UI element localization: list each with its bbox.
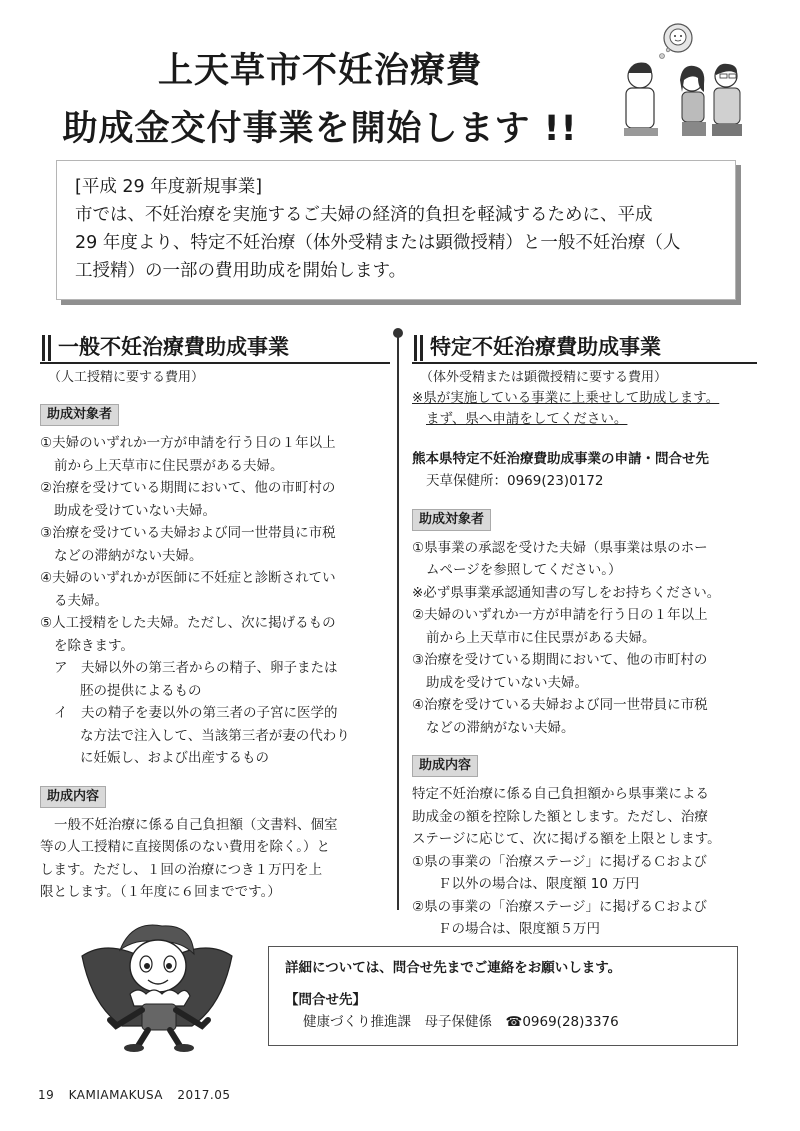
content-line: 等の人工授精に直接関係のない費用を除く。）と [40, 839, 330, 855]
contact-box [268, 946, 738, 1046]
content-line: ②県の事業の「治療ステージ」に掲げるＣおよび [412, 898, 708, 915]
contact-label: 【問合せ先】 [285, 992, 366, 1008]
eligible-line: ③治療を受けている夫婦および同一世帯員に市税 [40, 525, 336, 541]
contact-department: 健康づくり推進課 母子保健係 ☎0969(28)3376 [303, 1014, 619, 1030]
eligible-line: ①夫婦のいずれか一方が申請を行う日の１年以上 [40, 435, 336, 451]
eligible-line: る夫婦。 [54, 592, 108, 609]
general-eligible-list [40, 432, 390, 770]
eligible-line: イ 夫の精子を妻以外の第三者の子宮に医学的 [54, 705, 338, 721]
eligible-line: ②治療を受けている期間において、他の市町村の [40, 480, 336, 496]
specific-treatment-subnote: （体外受精または顕微授精に要する費用） [420, 370, 668, 385]
eligible-line: ②夫婦のいずれか一方が申請を行う日の１年以上 [412, 607, 708, 623]
general-treatment-section [40, 332, 390, 904]
intro-tag: [平成 29 年度新規事業] [75, 177, 263, 197]
column-divider [397, 332, 399, 910]
title-line-1: 上天草市不妊治療費 [157, 51, 482, 91]
title-line-2: 助成金交付事業を開始します !! [62, 109, 578, 149]
page-number: 19 [38, 1088, 55, 1102]
intro-text-3: 工授精）の一部の費用助成を開始します。 [75, 261, 407, 281]
specific-eligible-label: 助成対象者 [412, 509, 491, 531]
mascot-illustration [72, 916, 242, 1054]
specific-treatment-heading: 特定不妊治療費助成事業 [412, 332, 757, 364]
eligible-line: を除きます。 [54, 637, 134, 654]
page-title [40, 42, 600, 158]
general-eligible-label: 助成対象者 [40, 404, 119, 426]
specific-content-text [412, 783, 757, 941]
general-content-label: 助成内容 [40, 786, 106, 808]
content-line: Ｆの場合は、限度額５万円 [438, 921, 600, 937]
eligible-line: ⑤人工授精をした夫婦。ただし、次に掲げるもの [40, 615, 336, 631]
specific-content-label: 助成内容 [412, 755, 478, 777]
intro-text-2: 29 年度より、特定不妊治療（体外受精または顕微授精）と一般不妊治療（人 [75, 233, 681, 253]
eligible-line: ※必ず県事業承認通知書の写しをお持ちください。 [412, 584, 721, 601]
specific-treatment-section [412, 332, 757, 941]
eligible-line: ④治療を受けている夫婦および同一世帯員に市税 [412, 697, 708, 713]
page-footer [38, 1088, 240, 1102]
eligible-line: ア 夫婦以外の第三者からの精子、卵子または [54, 660, 338, 676]
health-office-title: 熊本県特定不妊治療費助成事業の申請・問合せ先 [412, 451, 709, 467]
eligible-line: 助成を受けていない夫婦。 [426, 674, 588, 691]
eligible-line: などの滞納がない夫婦。 [54, 547, 203, 564]
health-office-phone: 天草保健所：0969(23)0172 [426, 473, 604, 489]
content-line: 一般不妊治療に係る自己負担額（文書料、個室 [54, 816, 338, 833]
content-line: 助成金の額を控除した額とします。ただし、治療 [412, 808, 708, 825]
eligible-line: などの滞納がない夫婦。 [426, 719, 575, 736]
general-treatment-subnote: （人工授精に要する費用） [48, 370, 205, 385]
prefecture-notice-line-1: ※県が実施している事業に上乗せして助成します。 [412, 390, 720, 406]
eligible-line: 助成を受けていない夫婦。 [54, 502, 216, 519]
intro-text-1: 市では、不妊治療を実施するご夫婦の経済的負担を軽減するために、平成 [75, 205, 653, 225]
magazine-name: KAMIAMAKUSA [68, 1088, 164, 1102]
prefecture-notice-line-2: まず、県へ申請をしてください。 [426, 411, 628, 427]
eligible-line: な方法で注入して、当該第三者が妻の代わり [80, 727, 350, 744]
eligible-line: ③治療を受けている期間において、他の市町村の [412, 652, 708, 668]
eligible-line: に妊娠し、および出産するもの [80, 750, 269, 766]
content-line: 限とします。（１年度に６回までです。） [40, 884, 281, 900]
general-treatment-heading: 一般不妊治療費助成事業 [40, 332, 390, 364]
eligible-line: 前から上天草市に住民票がある夫婦。 [426, 629, 656, 646]
contact-lead: 詳細については、問合せ先までご連絡をお願いします。 [285, 960, 622, 976]
issue-date: 2017.05 [177, 1088, 231, 1102]
general-content-text [40, 814, 390, 904]
content-line: ステージに応じて、次に掲げる額を上限とします。 [412, 831, 721, 847]
family-consultation-illustration [612, 18, 762, 140]
eligible-line: ①県事業の承認を受けた夫婦（県事業は県のホー [412, 539, 708, 556]
eligible-line: ムページを参照してください。） [426, 562, 622, 578]
eligible-line: 胚の提供によるもの [80, 682, 202, 699]
intro-box [56, 160, 736, 300]
content-line: します。ただし、１回の治療につき１万円を上 [40, 861, 323, 878]
content-line: Ｆ以外の場合は、限度額 10 万円 [438, 876, 640, 892]
eligible-line: 前から上天草市に住民票がある夫婦。 [54, 457, 284, 474]
specific-eligible-list [412, 537, 757, 740]
content-line: ①県の事業の「治療ステージ」に掲げるＣおよび [412, 853, 708, 870]
content-line: 特定不妊治療に係る自己負担額から県事業による [412, 786, 709, 802]
eligible-line: ④夫婦のいずれかが医師に不妊症と診断されてい [40, 570, 336, 586]
